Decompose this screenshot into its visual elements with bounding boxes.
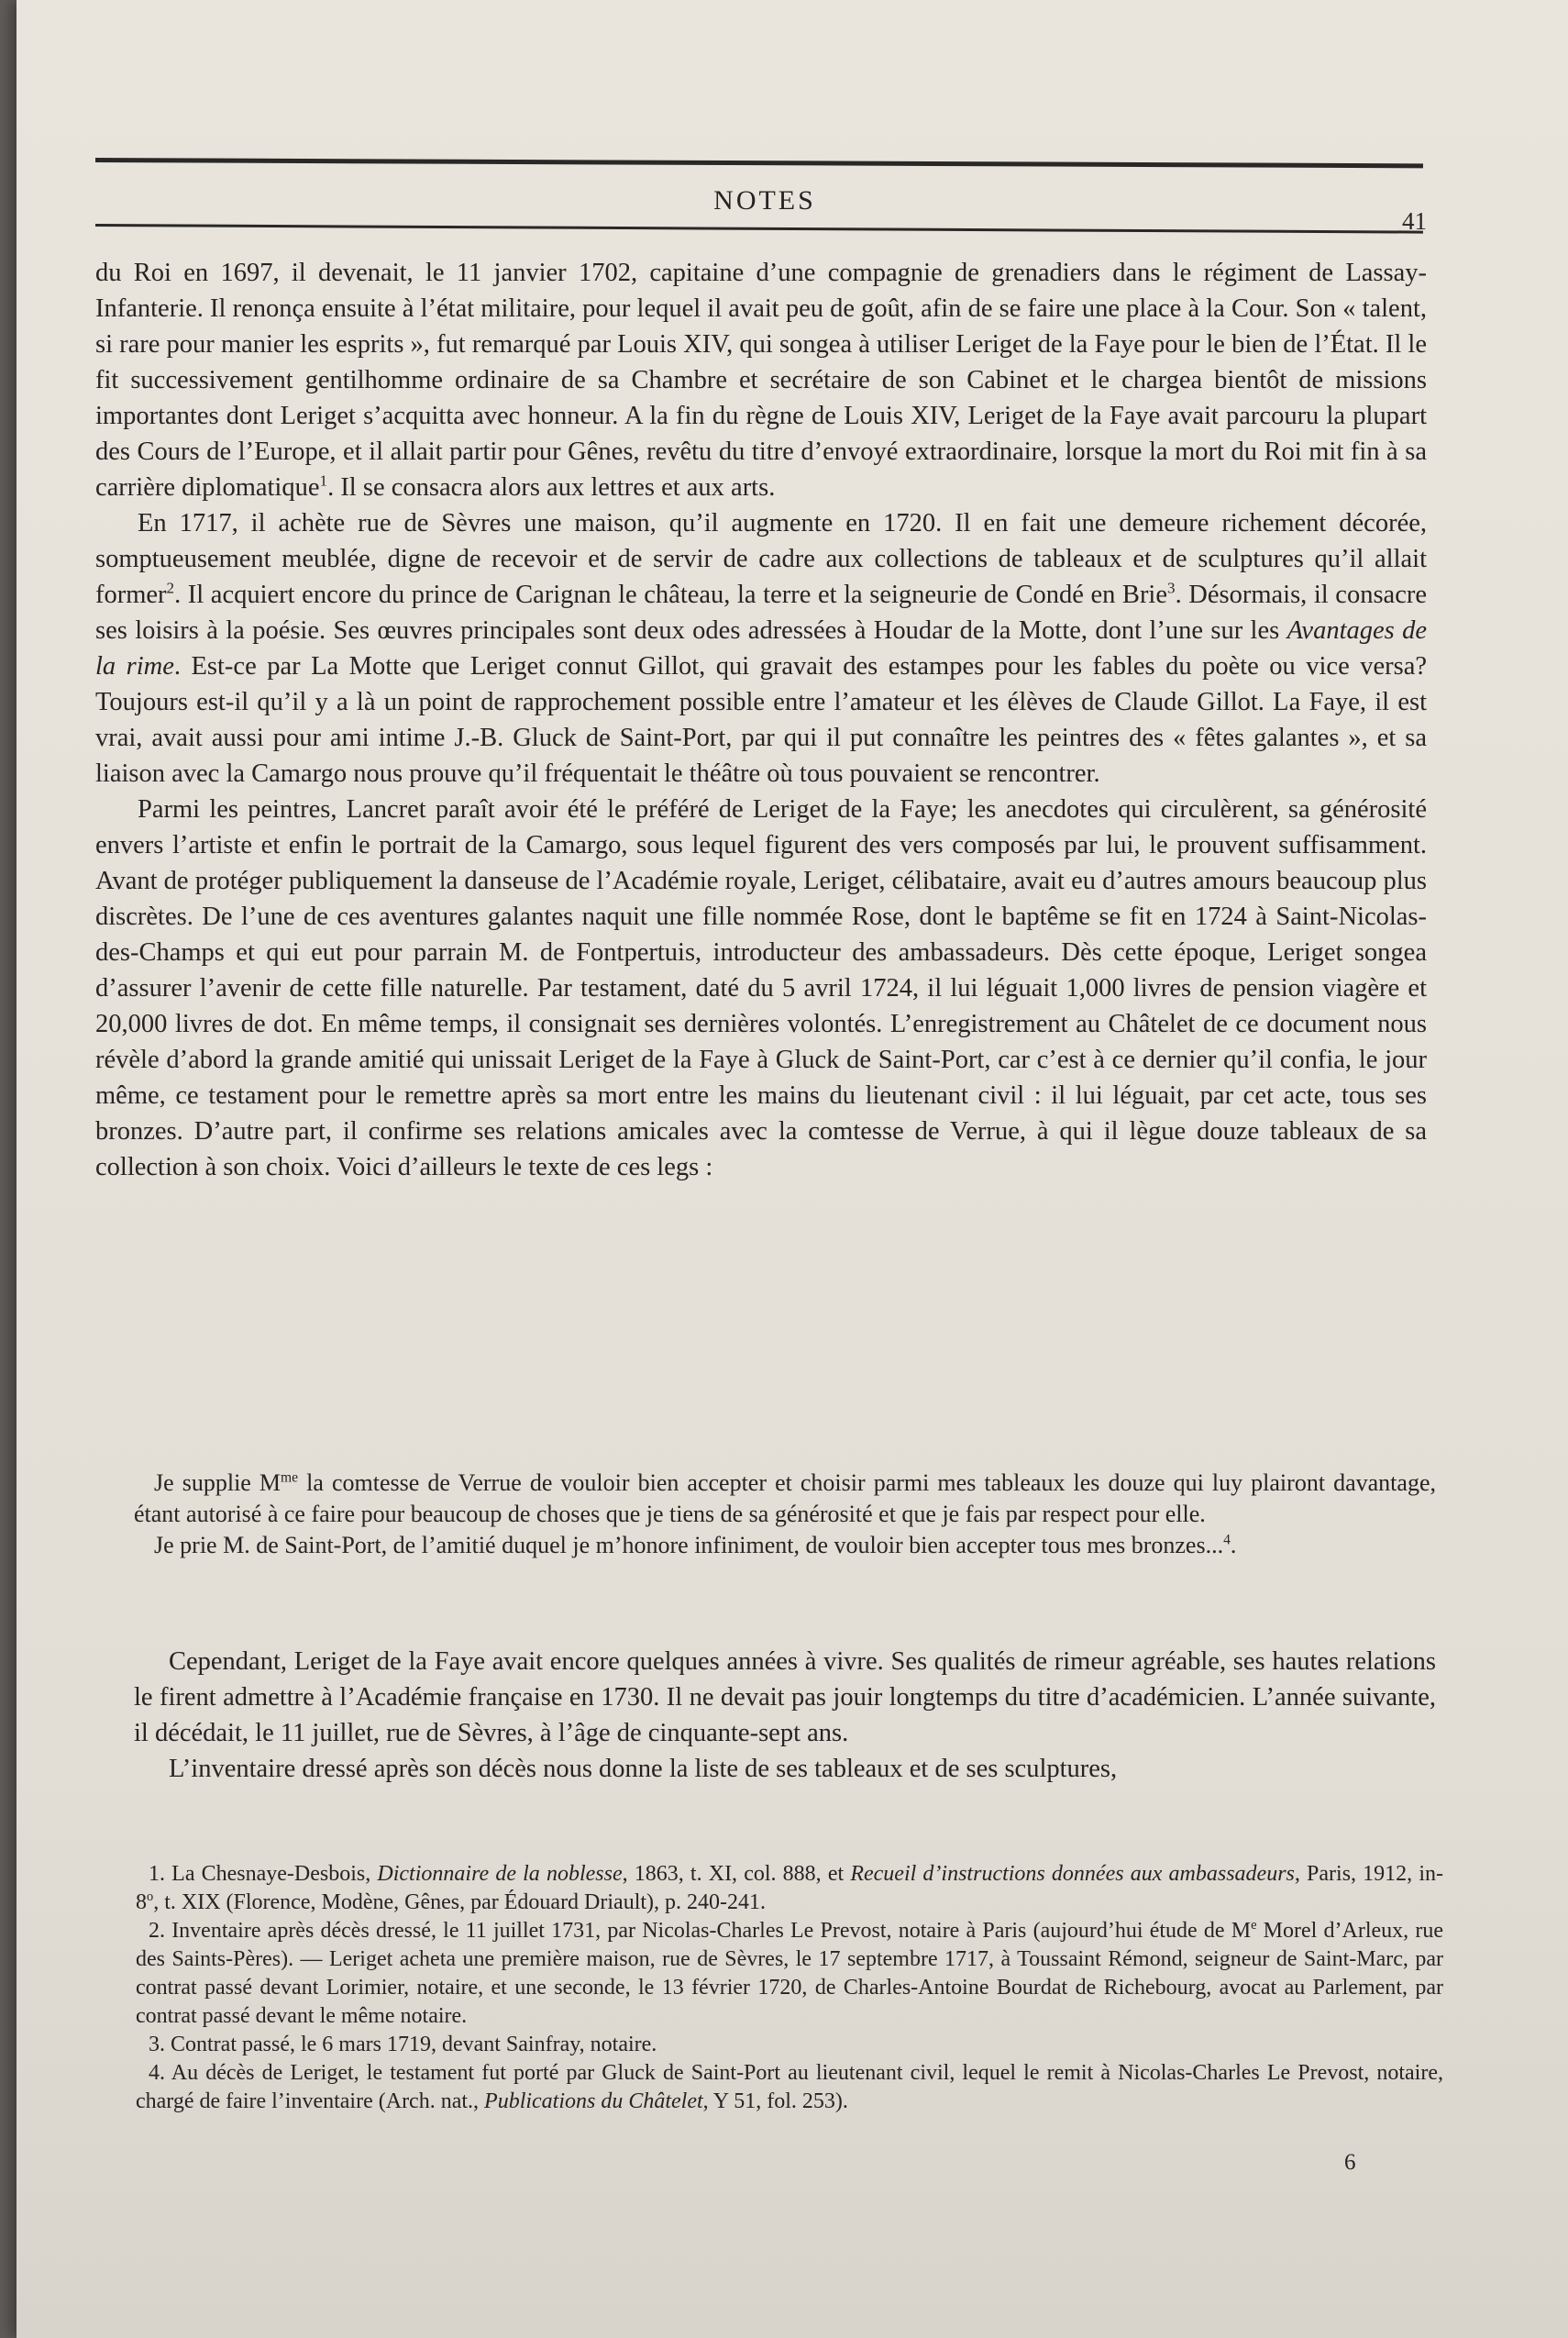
footnote xyxy=(136,1917,1443,2031)
text-run: , Paris, 1912, in-8 xyxy=(136,1862,1443,1914)
note-ref: 2 xyxy=(166,579,175,597)
text-run: Parmi les peintres, Lancret paraît avoir été le préféré de Leriget de la Faye; les anecdotes qui circulèrent, sa générosité envers l’artiste et enfin le portrait de la Camargo, sous lequel figurent des vers composés par lui, le prouvent suffisamment. Avant de protéger publiquement la danseuse de l’Académie royale, Leriget, célibataire, avait eu d’autres amours beaucoup plus discrètes. De l’une de ces aventures galantes naquit une fille nommée Rose, dont le baptême se fit en 1724 à Saint-Nicolas-des-Champs et qui eut pour parrain M. de Fontpertuis, introducteur des ambassadeurs. Dès cette époque, Leriget songea d’assurer l’avenir de cette fille naturelle. Par testament, daté du 5 avril 1724, il lui léguait 1,000 livres de pension viagère et 20,000 livres de dot. En même temps, il consignait ses dernières volontés. L’enregistrement au Châtelet de ce document nous révèle d’abord la grande amitié qui unissait Leriget de la Faye à Gluck de Saint-Port, car c’est à ce dernier qu’il confia, le jour même, ce testament pour le remettre après sa mort entre les mains du lieutenant civil : il lui léguait, par cet acte, tous ses bronzes. D’autre part, il confirme ses relations amicales avec la comtesse de Verrue, à qui il lègue douze tableaux de sa collection à son choix. Voici d’ailleurs le texte de ces legs : xyxy=(95,795,1427,1181)
note-ref: e xyxy=(1251,1918,1257,1933)
quote-paragraph xyxy=(134,1468,1436,1530)
italic-title: Dictionnaire de la noblesse xyxy=(377,1862,623,1886)
text-run: En 1717, il achète rue de Sèvres une maison, qu’il augmente en 1720. Il en fait une demeure richement décorée, somptueusement meublée, digne de recevoir et de servir de cadre aux collections de tableaux et de sculptures qu’il allait former xyxy=(95,509,1427,609)
paragraph xyxy=(95,505,1427,792)
italic-title: Avantages de la rime xyxy=(95,616,1428,681)
text-run: Morel d’Arleux, rue des Saints-Pères). — Leriget acheta une première maison, rue de Sèvres, le 17 septembre 1717, à Toussaint Rémond, seigneur de Saint-Marc, par contrat passé devant Lorimier, notaire, et une seconde, le 13 février 1720, de Charles-Antoine Bourdat de Richebourg, avocat au Parlement, par contrat passé devant le même notaire. xyxy=(136,1919,1443,2028)
text-run: 1. La Chesnaye-Desbois, xyxy=(149,1862,378,1886)
footnote xyxy=(136,2031,1443,2059)
text-run: . Il se consacra alors aux lettres et aux arts. xyxy=(327,473,776,502)
text-run: L’inventaire dressé après son décès nous donne la liste de ses tableaux et de ses sculptures, xyxy=(169,1755,1118,1783)
paragraph xyxy=(134,1644,1436,1751)
signature-mark: 6 xyxy=(1344,2150,1356,2175)
text-run: 4. Au décès de Leriget, le testament fut porté par Gluck de Saint-Port au lieutenant civil, lequel le remit à Nicolas-Charles Le Prevost, notaire, chargé de faire l’inventaire (Arch. nat., xyxy=(136,2061,1443,2113)
text-run: . xyxy=(1230,1532,1237,1558)
book-page xyxy=(17,0,1568,2338)
note-ref: me xyxy=(281,1469,299,1486)
block-quote xyxy=(134,1468,1436,1561)
italic-title: Publications du Châtelet xyxy=(484,2089,703,2113)
text-run: , Y 51, fol. 253). xyxy=(702,2089,848,2113)
text-run: . Est-ce par La Motte que Leriget connut Gillot, qui gravait des estampes pour les fables du poète ou vice versa? Toujours est-il qu’il y a là un point de rapprochement possible entre l’amateur et les élèves de Claude Gillot. La Faye, il est vrai, avait aussi pour ami intime J.-B. Gluck de Saint-Port, par qui il put connaître les peintres des « fêtes galantes », et sa liaison avec la Camargo nous prouve qu’il fréquentait le théâtre où tous pouvaient se rencontrer. xyxy=(95,652,1427,788)
page-number: 41 xyxy=(1402,207,1427,235)
text-run: la comtesse de Verrue de vouloir bien accepter et choisir parmi mes tableaux les douze qui luy plairont davantage, étant autorisé à ce faire pour beaucoup de choses que je tiens de sa générosité et que je fais par respect pour elle. xyxy=(134,1469,1436,1527)
text-run: 3. Contrat passé, le 6 mars 1719, devant Sainfray, notaire. xyxy=(149,2033,657,2056)
text-run: , t. XIX (Florence, Modène, Gênes, par Édouard Driault), p. 240-241. xyxy=(153,1890,767,1914)
main-text-continued xyxy=(134,1644,1436,1787)
text-run: Je supplie M xyxy=(154,1469,282,1496)
paragraph xyxy=(95,255,1427,505)
footnote xyxy=(136,1860,1443,1917)
text-run: , 1863, t. XI, col. 888, et xyxy=(622,1862,851,1886)
text-run: . Désormais, il consacre ses loisirs à la poésie. Ses œuvres principales sont deux odes adressées à Houdar de la Motte, dont l’une sur les xyxy=(95,581,1427,645)
paragraph xyxy=(134,1751,1436,1787)
paragraph xyxy=(95,792,1427,1185)
note-ref: 3 xyxy=(1167,579,1176,597)
main-text xyxy=(95,255,1427,1185)
header-rule-top xyxy=(95,158,1423,168)
running-title: NOTES xyxy=(713,185,816,216)
quote-paragraph xyxy=(134,1530,1436,1561)
footnotes xyxy=(136,1860,1443,2116)
text-run: 2. Inventaire après décès dressé, le 11 juillet 1731, par Nicolas-Charles Le Prevost, notaire à Paris (aujourd’hui étude de M xyxy=(149,1919,1252,1943)
text-run: Cependant, Leriget de la Faye avait encore quelques années à vivre. Ses qualités de rimeur agréable, ses hautes relations le firent admettre à l’Académie française en 1730. Il ne devait pas jouir longtemps du titre d’académicien. L’année suivante, il décédait, le 11 juillet, rue de Sèvres, à l’âge de cinquante-sept ans. xyxy=(134,1647,1436,1747)
text-run: Je prie M. de Saint-Port, de l’amitié duquel je m’honore infiniment, de vouloir bien accepter tous mes bronzes... xyxy=(154,1532,1224,1558)
footnote xyxy=(136,2059,1443,2116)
text-run: . Il acquiert encore du prince de Carignan le château, la terre et la seigneurie de Condé en Brie xyxy=(174,581,1168,609)
note-ref: 4 xyxy=(1223,1532,1231,1548)
note-ref: 1 xyxy=(319,471,328,490)
italic-title: Recueil d’instructions données aux ambassadeurs xyxy=(850,1862,1295,1886)
note-ref: o xyxy=(147,1889,154,1904)
text-run: du Roi en 1697, il devenait, le 11 janvier 1702, capitaine d’une compagnie de grenadiers dans le régiment de Lassay-Infanterie. Il renonça ensuite à l’état militaire, pour lequel il avait peu de goût, afin de se faire une place à la Cour. Son « talent, si rare pour manier les esprits », fut remarqué par Louis XIV, qui songea à utiliser Leriget de la Faye pour le bien de l’État. Il le fit successivement gentilhomme ordinaire de sa Chambre et secrétaire de son Cabinet et le chargea bientôt de missions importantes dont Leriget s’acquitta avec honneur. A la fin du règne de Louis XIV, Leriget de la Faye avait parcouru la plupart des Cours de l’Europe, et il allait partir pour Gênes, revêtu du titre d’envoyé extraordinaire, lorsque la mort du Roi mit fin à sa carrière diplomatique xyxy=(95,259,1427,502)
